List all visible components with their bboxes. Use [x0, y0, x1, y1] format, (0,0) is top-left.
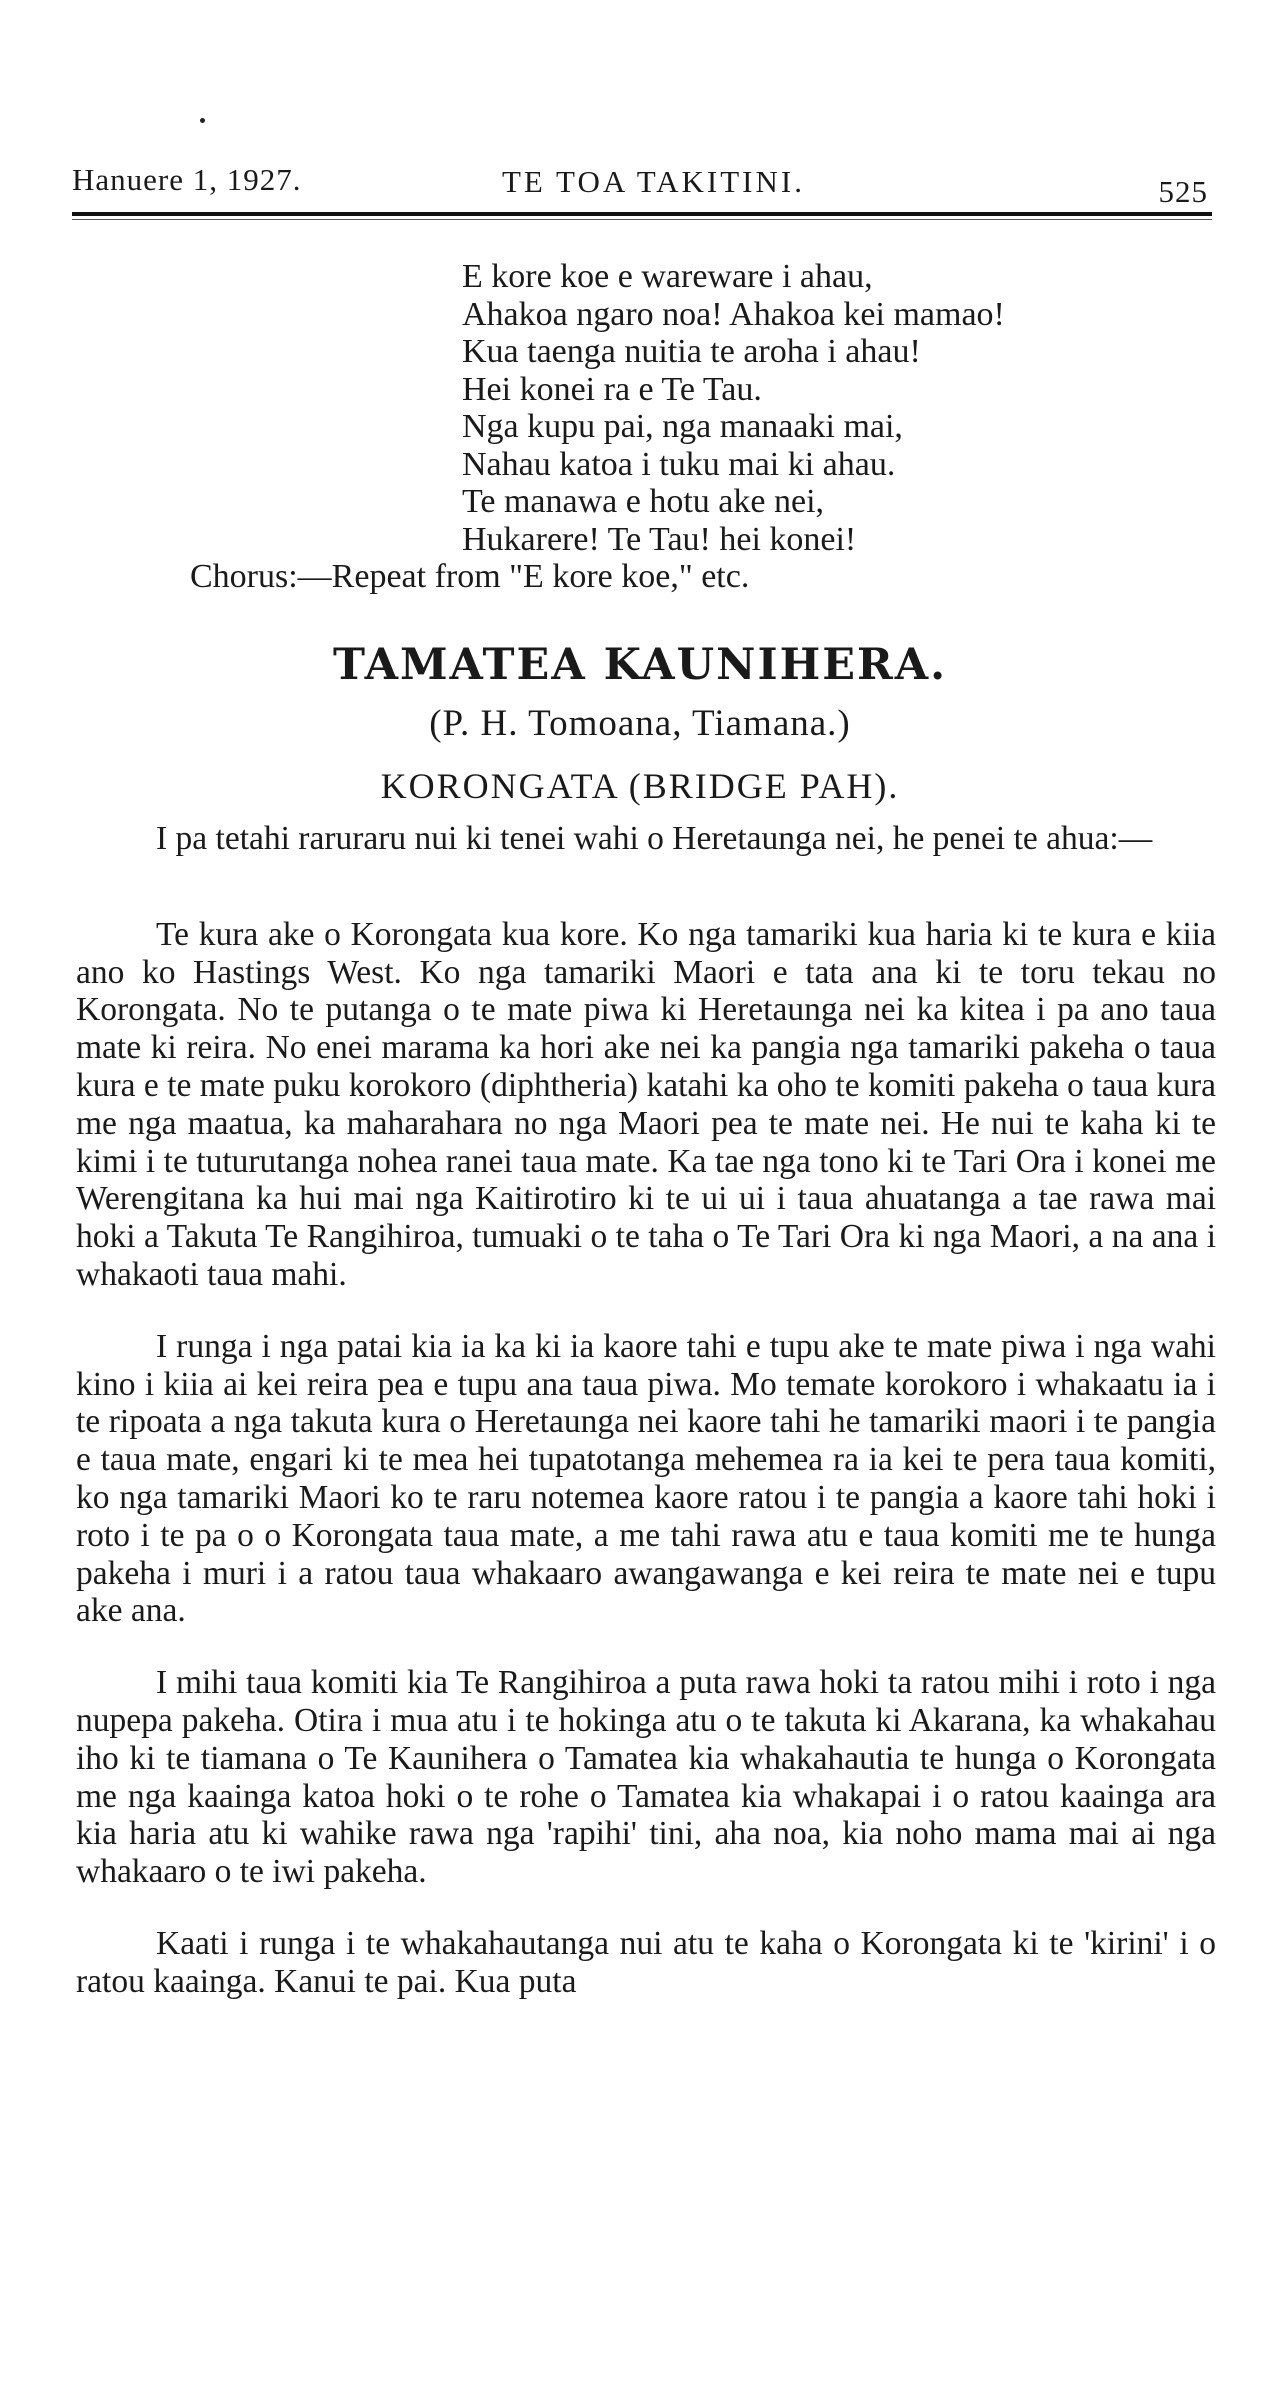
header-rule-thin [72, 219, 1212, 220]
article-paragraph: I pa tetahi raruraru nui ki tenei wahi o Heretaunga nei, he penei te ahua:— [156, 820, 1153, 857]
article-paragraph: I runga i nga patai kia ia ka ki ia kaore tahi e tupu ake te mate piwa i nga wahi kino i kiia ai kei reira pea e tupu ana taua piwa. Mo temate korokoro i whakaatu ia i te ripoata a nga takuta kura o Heretaunga nei kaore tahi he tamariki maori i te pangia e taua mate, engari ki te mea hei tupatotanga mehemea ra ia kei te pera taua komiti, ko nga tamariki Maori ko te raru notemea kaore ratou i te pangia a kaore tahi hoki i roto i te pa o o Korongata taua mate, a me tahi rawa atu e taua komiti me te hunga pakeha i muri i a ratou taua whakaaro awangawanga e kei reira te mate nei e tupu ake ana. [76, 1327, 1216, 1630]
publication-title: TE TOA TAKITINI. [502, 164, 805, 199]
page-number: 525 [1158, 174, 1208, 209]
poem-line: E kore koe e wareware i ahau, [462, 258, 873, 295]
issue-date: Hanuere 1, 1927. [72, 162, 302, 197]
print-speck [200, 118, 205, 123]
article-byline: (P. H. Tomoana, Tiamana.) [429, 703, 851, 744]
header-rule-thick [72, 212, 1212, 216]
article-subheading: KORONGATA (BRIDGE PAH). [380, 766, 900, 806]
poem-line: Kua taenga nuitia te aroha i ahau! [462, 333, 921, 370]
poem-line: Hei konei ra e Te Tau. [462, 370, 762, 408]
poem-line: Te manawa e hotu ake nei, [462, 483, 825, 520]
poem-chorus: Chorus:—Repeat from "E kore koe," etc. [190, 558, 750, 595]
article-paragraph: Te kura ake o Korongata kua kore. Ko nga tamariki kua haria ki te kura e kiia ano ko Hastings West. Ko nga tamariki Maori e tata ana ki te toru tekau no Korongata. No te putanga o te mate piwa ki Heretaunga nei ka kitea i pa ano taua mate ki reira. No enei marama ka hori ake nei ka pangia nga tamariki pakeha o taua kura e te mate puku korokoro (diphtheria) katahi ka oho te komiti pakeha o taua kura me nga maatua, ka maharahara no nga Maori pea te mate nei. He nui te kaha ki te kimi i te tuturutanga nohea ranei taua mate. Ka tae nga tono ki te Tari Ora i konei me Werengitana ka hui mai nga Kaitirotiro ki te ui ui i taua ahuatanga a tae rawa mai hoki a Takuta Te Rangihiroa, tumuaki o te taha o Te Tari Ora ki nga Maori, a na ana i whakaoti taua mahi. [76, 915, 1216, 1293]
article-paragraph: Kaati i runga i te whakahautanga nui atu te kaha o Korongata ki te 'kirini' i o ratou kaainga. Kanui te pai. Kua puta [76, 1924, 1216, 2000]
article-body [76, 820, 1216, 2035]
poem-line: Nga kupu pai, nga manaaki mai, [462, 408, 903, 445]
article-paragraph: I mihi taua komiti kia Te Rangihiroa a puta rawa hoki ta ratou mihi i roto i nga nupepa pakeha. Otira i mua atu i te hokinga atu o te takuta ki Akarana, ka whakahau iho ki te tiamana o Te Kaunihera o Tamatea kia whakahautia te hunga o Korongata me nga kaainga katoa hoki o te rohe o Tamatea kia whakapai i o ratou kaainga ara kia haria atu ki wahike rawa nga 'rapihi' tini, aha noa, kia noho mama mai ai nga whakaaro o te iwi pakeha. [76, 1664, 1216, 1891]
poem-stanza [190, 258, 1230, 596]
poem-line: Nahau katoa i tuku mai ki ahau. [462, 445, 896, 483]
running-header [72, 162, 1208, 209]
poem-line: Hukarere! Te Tau! hei konei! [462, 520, 857, 558]
article-heading: TAMATEA KAUNIHERA. [332, 640, 948, 690]
poem-line: Ahakoa ngaro noa! Ahakoa kei mamao! [462, 295, 1005, 333]
